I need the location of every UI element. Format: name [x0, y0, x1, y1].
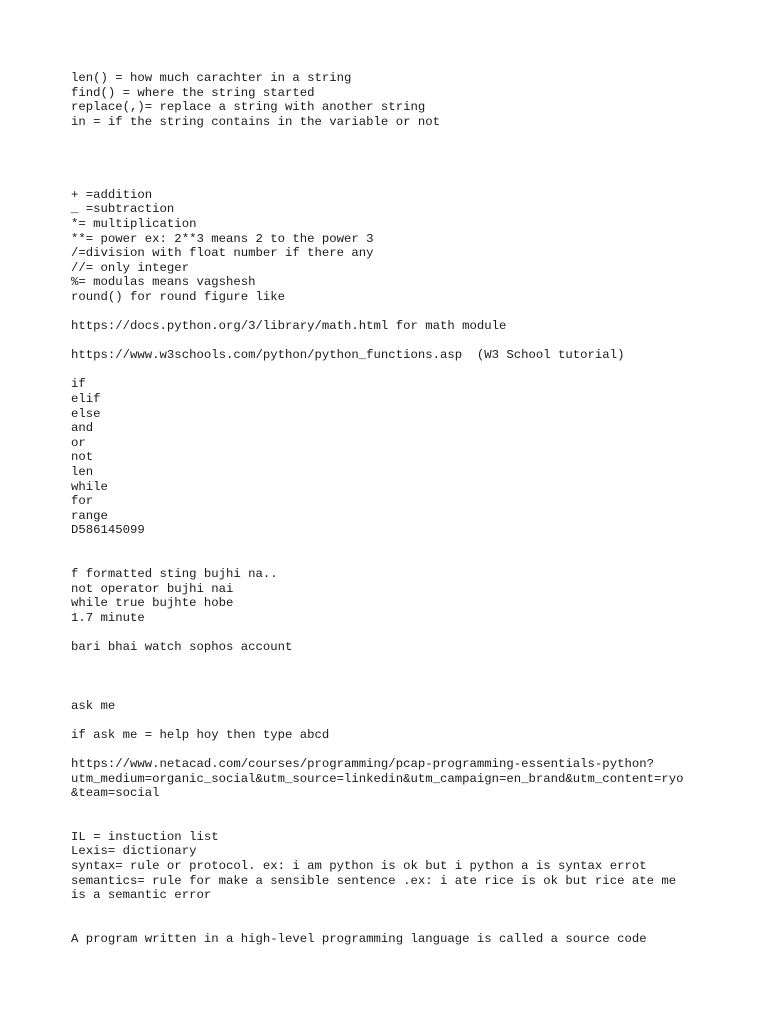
text-line: round() for round figure like — [71, 289, 286, 304]
text-line: _ =subtraction — [71, 202, 175, 217]
text-line: semantics= rule for make a sensible sentence .ex: i ate rice is ok but rice ate me — [71, 873, 677, 888]
blank-line — [71, 538, 751, 553]
text-line: + =addition — [71, 187, 153, 202]
blank-line — [71, 917, 751, 932]
blank-line — [71, 903, 751, 918]
text-line: https://www.netacad.com/courses/programming/pcap-programming-essentials-python? — [71, 756, 654, 771]
blank-line — [71, 801, 751, 816]
text-line: len — [71, 465, 94, 480]
blank-line — [71, 553, 751, 568]
text-line: and — [71, 421, 94, 436]
text-line: utm_medium=organic_social&utm_source=linkedin&utm_campaign=en_brand&utm_content=ryo — [71, 771, 684, 786]
blank-line — [71, 363, 751, 378]
blank-line — [71, 626, 751, 641]
text-line: Lexis= dictionary — [71, 844, 197, 859]
text-line: elif — [71, 392, 101, 407]
text-line: syntax= rule or protocol. ex: i am python is ok but i python a is syntax errot — [71, 859, 647, 874]
blank-line — [71, 173, 751, 188]
text-line: if ask me = help hoy then type abcd — [71, 727, 330, 742]
text-line: not operator bujhi nai — [71, 581, 234, 596]
blank-line — [71, 815, 751, 830]
text-line: while true bujhte hobe — [71, 596, 234, 611]
text-line: **= power ex: 2**3 means 2 to the power 3 — [71, 231, 374, 246]
text-line: /=division with float number if there any — [71, 246, 374, 261]
text-line: not — [71, 450, 94, 465]
text-line: in = if the string contains in the variable or not — [71, 114, 440, 129]
text-line: len() = how much carachter in a string — [71, 71, 352, 85]
document-body — [71, 71, 751, 947]
text-line: //= only integer — [71, 260, 190, 275]
text-line: A program written in a high-level programming language is called a source code — [71, 932, 647, 947]
blank-line — [71, 159, 751, 174]
blank-line — [71, 713, 751, 728]
text-line: *= multiplication — [71, 216, 197, 231]
text-line: IL = instuction list — [71, 829, 219, 844]
text-line: &team=social — [71, 786, 160, 801]
text-line: https://docs.python.org/3/library/math.html for math module — [71, 319, 507, 334]
blank-line — [71, 129, 751, 144]
blank-line — [71, 742, 751, 757]
text-line: ask me — [71, 698, 116, 713]
text-line: bari bhai watch sophos account — [71, 640, 293, 655]
text-line: while — [71, 479, 108, 494]
text-line: 1.7 minute — [71, 610, 145, 625]
text-line: replace(,)= replace a string with another string — [71, 100, 426, 115]
text-line: if — [71, 377, 86, 392]
text-line: D586145099 — [71, 523, 145, 538]
text-line: https://www.w3schools.com/python/python_functions.asp (W3 School tutorial) — [71, 348, 625, 363]
text-line: else — [71, 406, 101, 421]
blank-line — [71, 305, 751, 320]
blank-line — [71, 684, 751, 699]
text-line: f formatted sting bujhi na.. — [71, 567, 278, 582]
text-line: %= modulas means vagshesh — [71, 275, 256, 290]
text-line: for — [71, 494, 94, 509]
text-line: find() = where the string started — [71, 85, 315, 100]
blank-line — [71, 669, 751, 684]
blank-line — [71, 334, 751, 349]
text-line: is a semantic error — [71, 888, 212, 903]
blank-line — [71, 655, 751, 670]
text-line: or — [71, 435, 86, 450]
blank-line — [71, 144, 751, 159]
text-line: range — [71, 508, 108, 523]
